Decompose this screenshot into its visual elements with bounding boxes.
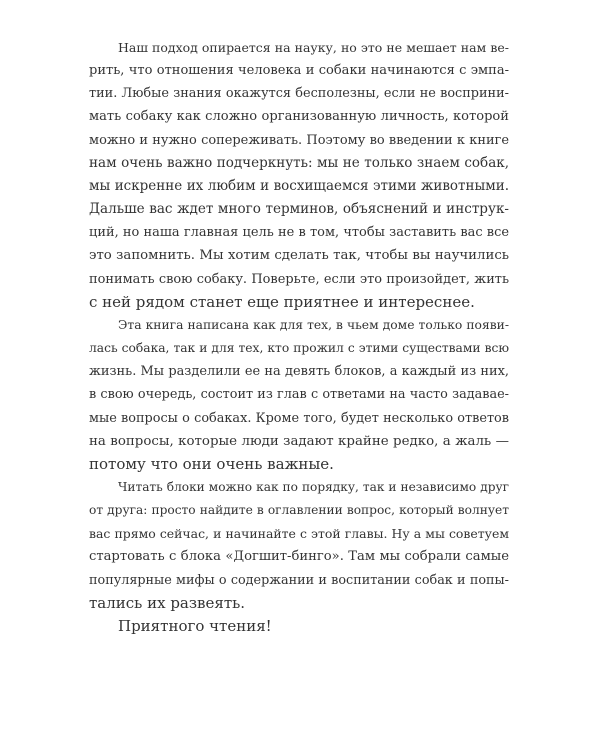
text-line: стартовать с блока «Догшит-бинго». Там мы собрали самые [89, 549, 509, 565]
body-text [89, 36, 509, 638]
text-line: Наш подход опирается на науку, но это не мешает нам ве- [118, 40, 509, 55]
text-line: Приятного чтения! [118, 616, 272, 635]
text-line: ций, но наша главная цель не в том, чтобы заставить вас все [89, 225, 509, 241]
text-line: жизнь. Мы разделили ее на девять блоков, а каждый из них, [89, 364, 509, 380]
text-line: можно и нужно сопереживать. Поэтому во введении к книге [89, 132, 509, 148]
text-line: лась собака, так и для тех, кто прожил с этими существами всю [89, 341, 509, 356]
text-line: понимать свою собаку. Поверьте, если это произойдет, жить [89, 271, 509, 287]
text-line: с ней рядом станет еще приятнее и интереснее. [89, 292, 475, 311]
paragraph-2 [89, 314, 509, 476]
text-line: Эта книга написана как для тех, в чьем доме только появи- [118, 317, 509, 332]
text-line: мы искренне их любим и восхищаемся этими животными. [89, 177, 509, 194]
text-line: Читать блоки можно как по порядку, так и независимо друг [118, 479, 509, 494]
text-line: от друга: просто найдите в оглавлении вопрос, который волнует [89, 503, 509, 518]
text-line: мать собаку как сложно организованную личность, которой [89, 109, 509, 125]
text-line: потому что они очень важные. [89, 454, 334, 473]
paragraph-4 [89, 615, 509, 638]
text-line: это запомнить. Мы хотим сделать так, чтобы вы научились [89, 248, 509, 264]
text-line: тались их развеять. [89, 593, 246, 612]
text-line: нам очень важно подчеркнуть: мы не только знаем собак, [89, 154, 509, 171]
text-line: вас прямо сейчас, и начинайте с этой главы. Ну а мы советуем [89, 526, 509, 542]
text-line: на вопросы, которые люди задают крайне редко, а жаль — [89, 433, 509, 449]
text-line: тии. Любые знания окажутся бесполезны, если не восприни- [89, 86, 509, 102]
text-line: популярные мифы о содержании и воспитании собак и попы- [89, 572, 509, 588]
paragraph-1 [89, 36, 509, 314]
text-line: Дальше вас ждет много терминов, объяснений и инструк- [89, 201, 509, 218]
text-line: в свою очередь, состоит из глав с ответами на часто задавае- [89, 387, 509, 403]
text-line: мые вопросы о собаках. Кроме того, будет несколько ответов [89, 410, 509, 426]
text-line: рить, что отношения человека и собаки начинаются с эмпа- [89, 63, 509, 79]
paragraph-3 [89, 476, 509, 615]
